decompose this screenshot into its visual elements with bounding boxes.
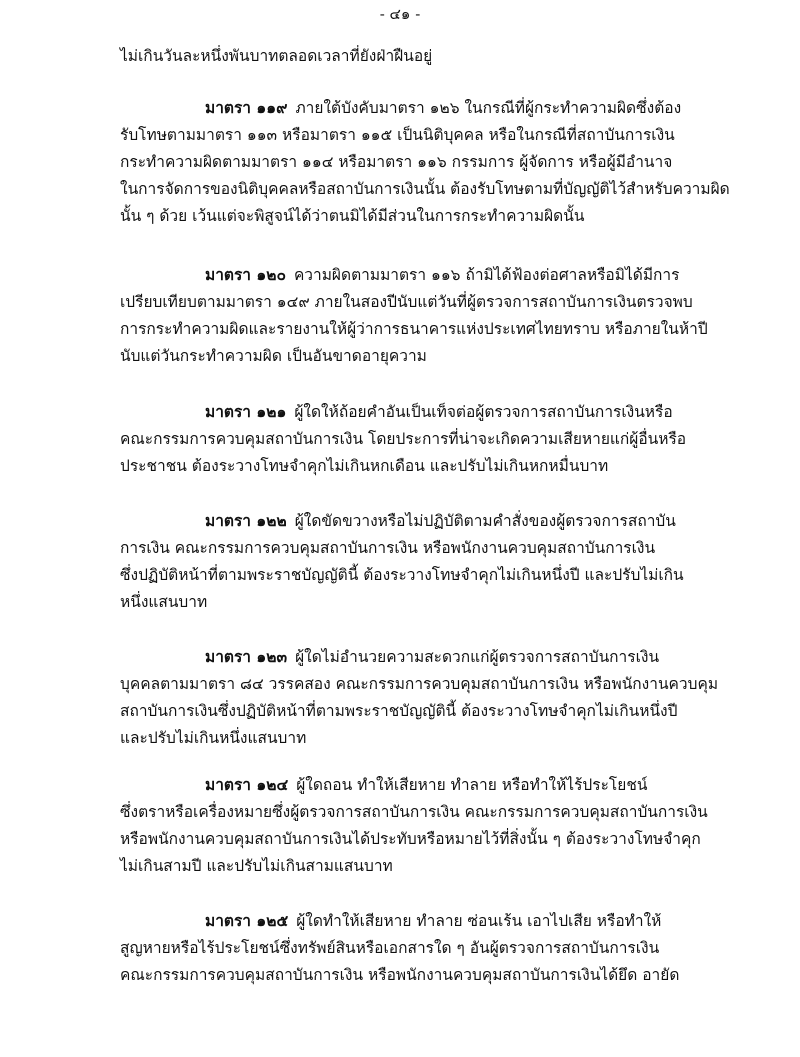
section-122-line-3: ซึ่งปฏิบัติหน้าที่ตามพระราชบัญญัตินี้ ต้องระวางโทษจำคุกไม่เกินหนึ่งปี และปรับไม่เกิน: [120, 566, 684, 584]
section-123-line-2: บุคคลตามมาตรา ๘๔ วรรคสอง คณะกรรมการควบคุมสถาบันการเงิน หรือพนักงานควบคุม: [120, 675, 719, 693]
section-119-line-3: กระทำความผิดตามมาตรา ๑๑๔ หรือมาตรา ๑๑๖ กรรมการ ผู้จัดการ หรือผู้มีอำนาจ: [120, 153, 673, 171]
section-heading: มาตรา ๑๒๒: [205, 511, 287, 530]
section-125-line-1: [205, 910, 661, 932]
section-119-line-4: ในการจัดการของนิติบุคคลหรือสถาบันการเงินนั้น ต้องรับโทษตามที่บัญญัติไว้สำหรับความผิด: [120, 180, 730, 198]
section-124-line-1: [205, 774, 647, 796]
section-119-line-2: รับโทษตามมาตรา ๑๑๓ หรือมาตรา ๑๑๕ เป็นนิติบุคคล หรือในกรณีที่สถาบันการเงิน: [120, 126, 675, 144]
section-121-line-1: [205, 401, 673, 423]
section-119-line-5: นั้น ๆ ด้วย เว้นแต่จะพิสูจน์ได้ว่าตนมิได้มีส่วนในการกระทำความผิดนั้น: [120, 207, 585, 225]
continuation-line: ไม่เกินวันละหนึ่งพันบาทตลอดเวลาที่ยังฝ่าฝืนอยู่: [120, 47, 433, 65]
section-122-line-1: [205, 510, 676, 532]
section-text: ผู้ใดขัดขวางหรือไม่ปฏิบัติตามคำสั่งของผู้ตรวจการสถาบัน: [294, 512, 676, 530]
section-heading: มาตรา ๑๒๔: [205, 775, 289, 794]
section-120-line-2: เปรียบเทียบตามมาตรา ๑๔๙ ภายในสองปีนับแต่วันที่ผู้ตรวจการสถาบันการเงินตรวจพบ: [120, 293, 693, 311]
section-text: ผู้ใดทำให้เสียหาย ทำลาย ซ่อนเร้น เอาไปเสีย หรือทำให้: [296, 912, 662, 930]
section-120-line-3: การกระทำความผิดและรายงานให้ผู้ว่าการธนาคารแห่งประเทศไทยทราบ หรือภายในห้าปี: [120, 320, 708, 338]
section-125-line-2: สูญหายหรือไร้ประโยชน์ซึ่งทรัพย์สินหรือเอกสารใด ๆ อันผู้ตรวจการสถาบันการเงิน: [120, 939, 660, 957]
section-121-line-3: ประชาชน ต้องระวางโทษจำคุกไม่เกินหกเดือน และปรับไม่เกินหกหมื่นบาท: [120, 457, 609, 475]
section-125-line-3: คณะกรรมการควบคุมสถาบันการเงิน หรือพนักงานควบคุมสถาบันการเงินได้ยึด อายัด: [120, 966, 680, 984]
section-124-line-4: ไม่เกินสามปี และปรับไม่เกินสามแสนบาท: [120, 857, 393, 875]
section-120-line-1: [205, 264, 679, 286]
section-121-line-2: คณะกรรมการควบคุมสถาบันการเงิน โดยประการที่น่าจะเกิดความเสียหายแก่ผู้อื่นหรือ: [120, 430, 687, 448]
section-120-line-4: นับแต่วันกระทำความผิด เป็นอันขาดอายุความ: [120, 347, 427, 365]
section-heading: มาตรา ๑๒๓: [205, 647, 288, 666]
section-123-line-4: และปรับไม่เกินหนึ่งแสนบาท: [120, 729, 307, 747]
section-text: ความผิดตามมาตรา ๑๑๖ ถ้ามิได้ฟ้องต่อศาลหรือมิได้มีการ: [293, 266, 680, 284]
section-123-line-3: สถาบันการเงินซึ่งปฏิบัติหน้าที่ตามพระราชบัญญัตินี้ ต้องระวางโทษจำคุกไม่เกินหนึ่งปี: [120, 702, 678, 720]
section-text: ภายใต้บังคับมาตรา ๑๒๖ ในกรณีที่ผู้กระทำความผิดซึ่งต้อง: [295, 99, 682, 117]
section-text: ผู้ใดไม่อำนวยความสะดวกแก่ผู้ตรวจการสถาบันการเงิน: [295, 648, 660, 666]
section-text: ผู้ใดให้ถ้อยคำอันเป็นเท็จต่อผู้ตรวจการสถาบันการเงินหรือ: [294, 403, 673, 421]
section-heading: มาตรา ๑๒๐: [205, 265, 286, 284]
section-heading: มาตรา ๑๑๙: [205, 98, 288, 117]
section-heading: มาตรา ๑๒๑: [205, 402, 287, 421]
section-heading: มาตรา ๑๒๕: [205, 911, 289, 930]
section-122-line-4: หนึ่งแสนบาท: [120, 593, 208, 611]
section-119-line-1: [205, 97, 681, 119]
section-123-line-1: [205, 646, 659, 668]
section-124-line-2: ซึ่งตราหรือเครื่องหมายซึ่งผู้ตรวจการสถาบันการเงิน คณะกรรมการควบคุมสถาบันการเงิน: [120, 803, 708, 821]
section-124-line-3: หรือพนักงานควบคุมสถาบันการเงินได้ประทับหรือหมายไว้ที่สิ่งนั้น ๆ ต้องระวางโทษจำคุก: [120, 830, 701, 848]
section-text: ผู้ใดถอน ทำให้เสียหาย ทำลาย หรือทำให้ไร้ประโยชน์: [296, 776, 648, 794]
page-number: - ๔๑ -: [379, 5, 421, 23]
section-122-line-2: การเงิน คณะกรรมการควบคุมสถาบันการเงิน หรือพนักงานควบคุมสถาบันการเงิน: [120, 539, 656, 557]
